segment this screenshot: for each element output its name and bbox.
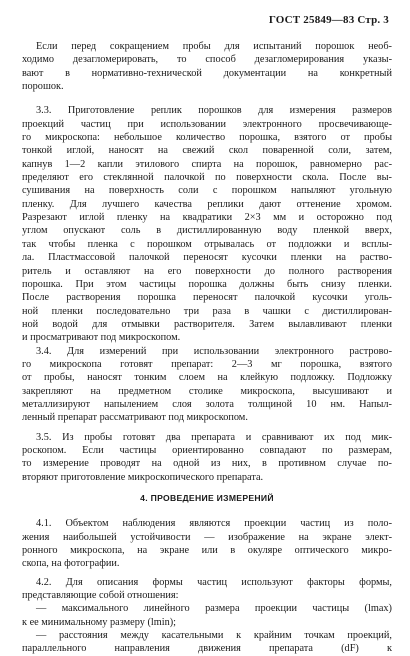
text-line: После растворения порошка переносят палочкой кусочки уголь-: [22, 292, 392, 304]
text-line: к ее минимальному размеру (lmin);: [22, 616, 177, 628]
text-line: 3.3. Приготовление реплик порошков для измерения размеров: [36, 105, 392, 117]
text-line: го микроскопа: небольшое количество порошка, взятого от пробы: [22, 132, 392, 144]
text-line: скопа, на фотографии.: [22, 558, 120, 570]
text-line: сушивания на поверхность соли с порошком напыляют угольную: [22, 185, 392, 197]
page-header: ГОСТ 25849—83 Стр. 3: [268, 14, 389, 26]
text-line: ной водой для отмывки растворителя. Затем вылавливают пленки: [22, 318, 392, 330]
text-line: металлизируют напылением слоя золота толщиной 10 нм. Напыл-: [22, 398, 392, 410]
text-line: ла. Пластмассовой палочкой переносят кусочки пленки на раство-: [22, 252, 392, 264]
text-line: 3.4. Для измерений при использовании электронного растрово-: [36, 345, 392, 357]
text-line: жения наибольшей устойчивости — изображение на экране элект-: [22, 531, 392, 543]
text-line: порошка. При этом частицы порошка должны быть снизу пленки.: [22, 278, 392, 290]
text-line: 4.2. Для описания формы частиц используют факторы формы,: [36, 576, 392, 588]
text-line: капнув 1—2 капли этилового спирта на порошок, равномерно рас-: [22, 158, 392, 170]
text-line: Разрезают иглой пленку на квадратики 2×3 мм и осторожно под: [22, 212, 392, 224]
text-line: 3.5. Из пробы готовят два препарата и сравнивают их под мик-: [36, 431, 392, 443]
text-line: пределяют его стеклянной палочкой по поверхности скола. После вы-: [22, 172, 392, 184]
document-body: [22, 40, 392, 656]
text-line: вторяют приготовление микроскопического препарата.: [22, 471, 264, 483]
text-line: ритель и оставляют на его поверхности до полного растворения: [22, 265, 392, 277]
text-line: го микроскопа готовят препарат: 2—3 мг порошка, взятого: [22, 358, 392, 370]
text-line: углом опускают соль в дистиллированную воду пленкой вверх,: [22, 225, 392, 237]
paragraph-3-3: [22, 104, 392, 344]
text-line: то измерение проводят на одной из них, в противном случае по-: [22, 458, 392, 470]
paragraph-3-5: [22, 431, 392, 484]
text-line: и просматривают под микроскопом.: [22, 332, 181, 344]
text-line: 4.1. Объектом наблюдения являются проекции частиц из поло-: [36, 518, 392, 530]
section-title: 4. ПРОВЕДЕНИЕ ИЗМЕРЕНИЙ: [140, 493, 274, 503]
text-line: — расстояния между касательными к крайним точкам проекций,: [36, 630, 392, 642]
text-line: параллельного направления движения препарата (dF) к: [22, 643, 392, 655]
text-line: ной пленки последовательно три раза в чашки с дистиллирован-: [22, 305, 392, 317]
text-line: ронного микроскопа, на экране или в окуляре оптического микро-: [22, 545, 392, 557]
text-line: ленный препарат рассматривают под микроскопом.: [22, 412, 248, 424]
paragraph-4-1: [22, 517, 392, 570]
text-line: роскопом. Если частицы ориентированно совпадают по размерам,: [22, 444, 392, 456]
text-line: от пробы, наносят тонким слоем на клейкую подложку. Подложку: [22, 372, 392, 384]
text-line: тонкой иглой, наносят на свежий скол поваренной соли, затем,: [22, 145, 392, 157]
text-line: — максимального линейного размера проекции частицы (lmax): [36, 603, 392, 615]
text-line: пленку. Для лучшего качества реплики дают оттенение хромом.: [22, 198, 392, 210]
text-line: вают в нормативно-технической документации на конкретный: [22, 67, 392, 79]
text-line: представляющие собой отношения:: [22, 590, 179, 602]
paragraph-intro: [22, 40, 392, 93]
text-line: порошок.: [22, 81, 64, 93]
text-line: так чтобы пленка с порошком отрывалась от подложки и всплы-: [22, 238, 392, 250]
text-line: ходимо дезагломерировать, то способ дезагломерирования указы-: [22, 54, 392, 66]
paragraph-3-4: [22, 345, 392, 425]
text-line: проекций частиц при использовании электронного просвечивающе-: [22, 118, 392, 130]
text-line: Если перед сокращением пробы для испытаний порошок необ-: [36, 41, 392, 52]
text-line: закрепляют на предметном столике микроскопа, высушивают и: [22, 385, 392, 397]
